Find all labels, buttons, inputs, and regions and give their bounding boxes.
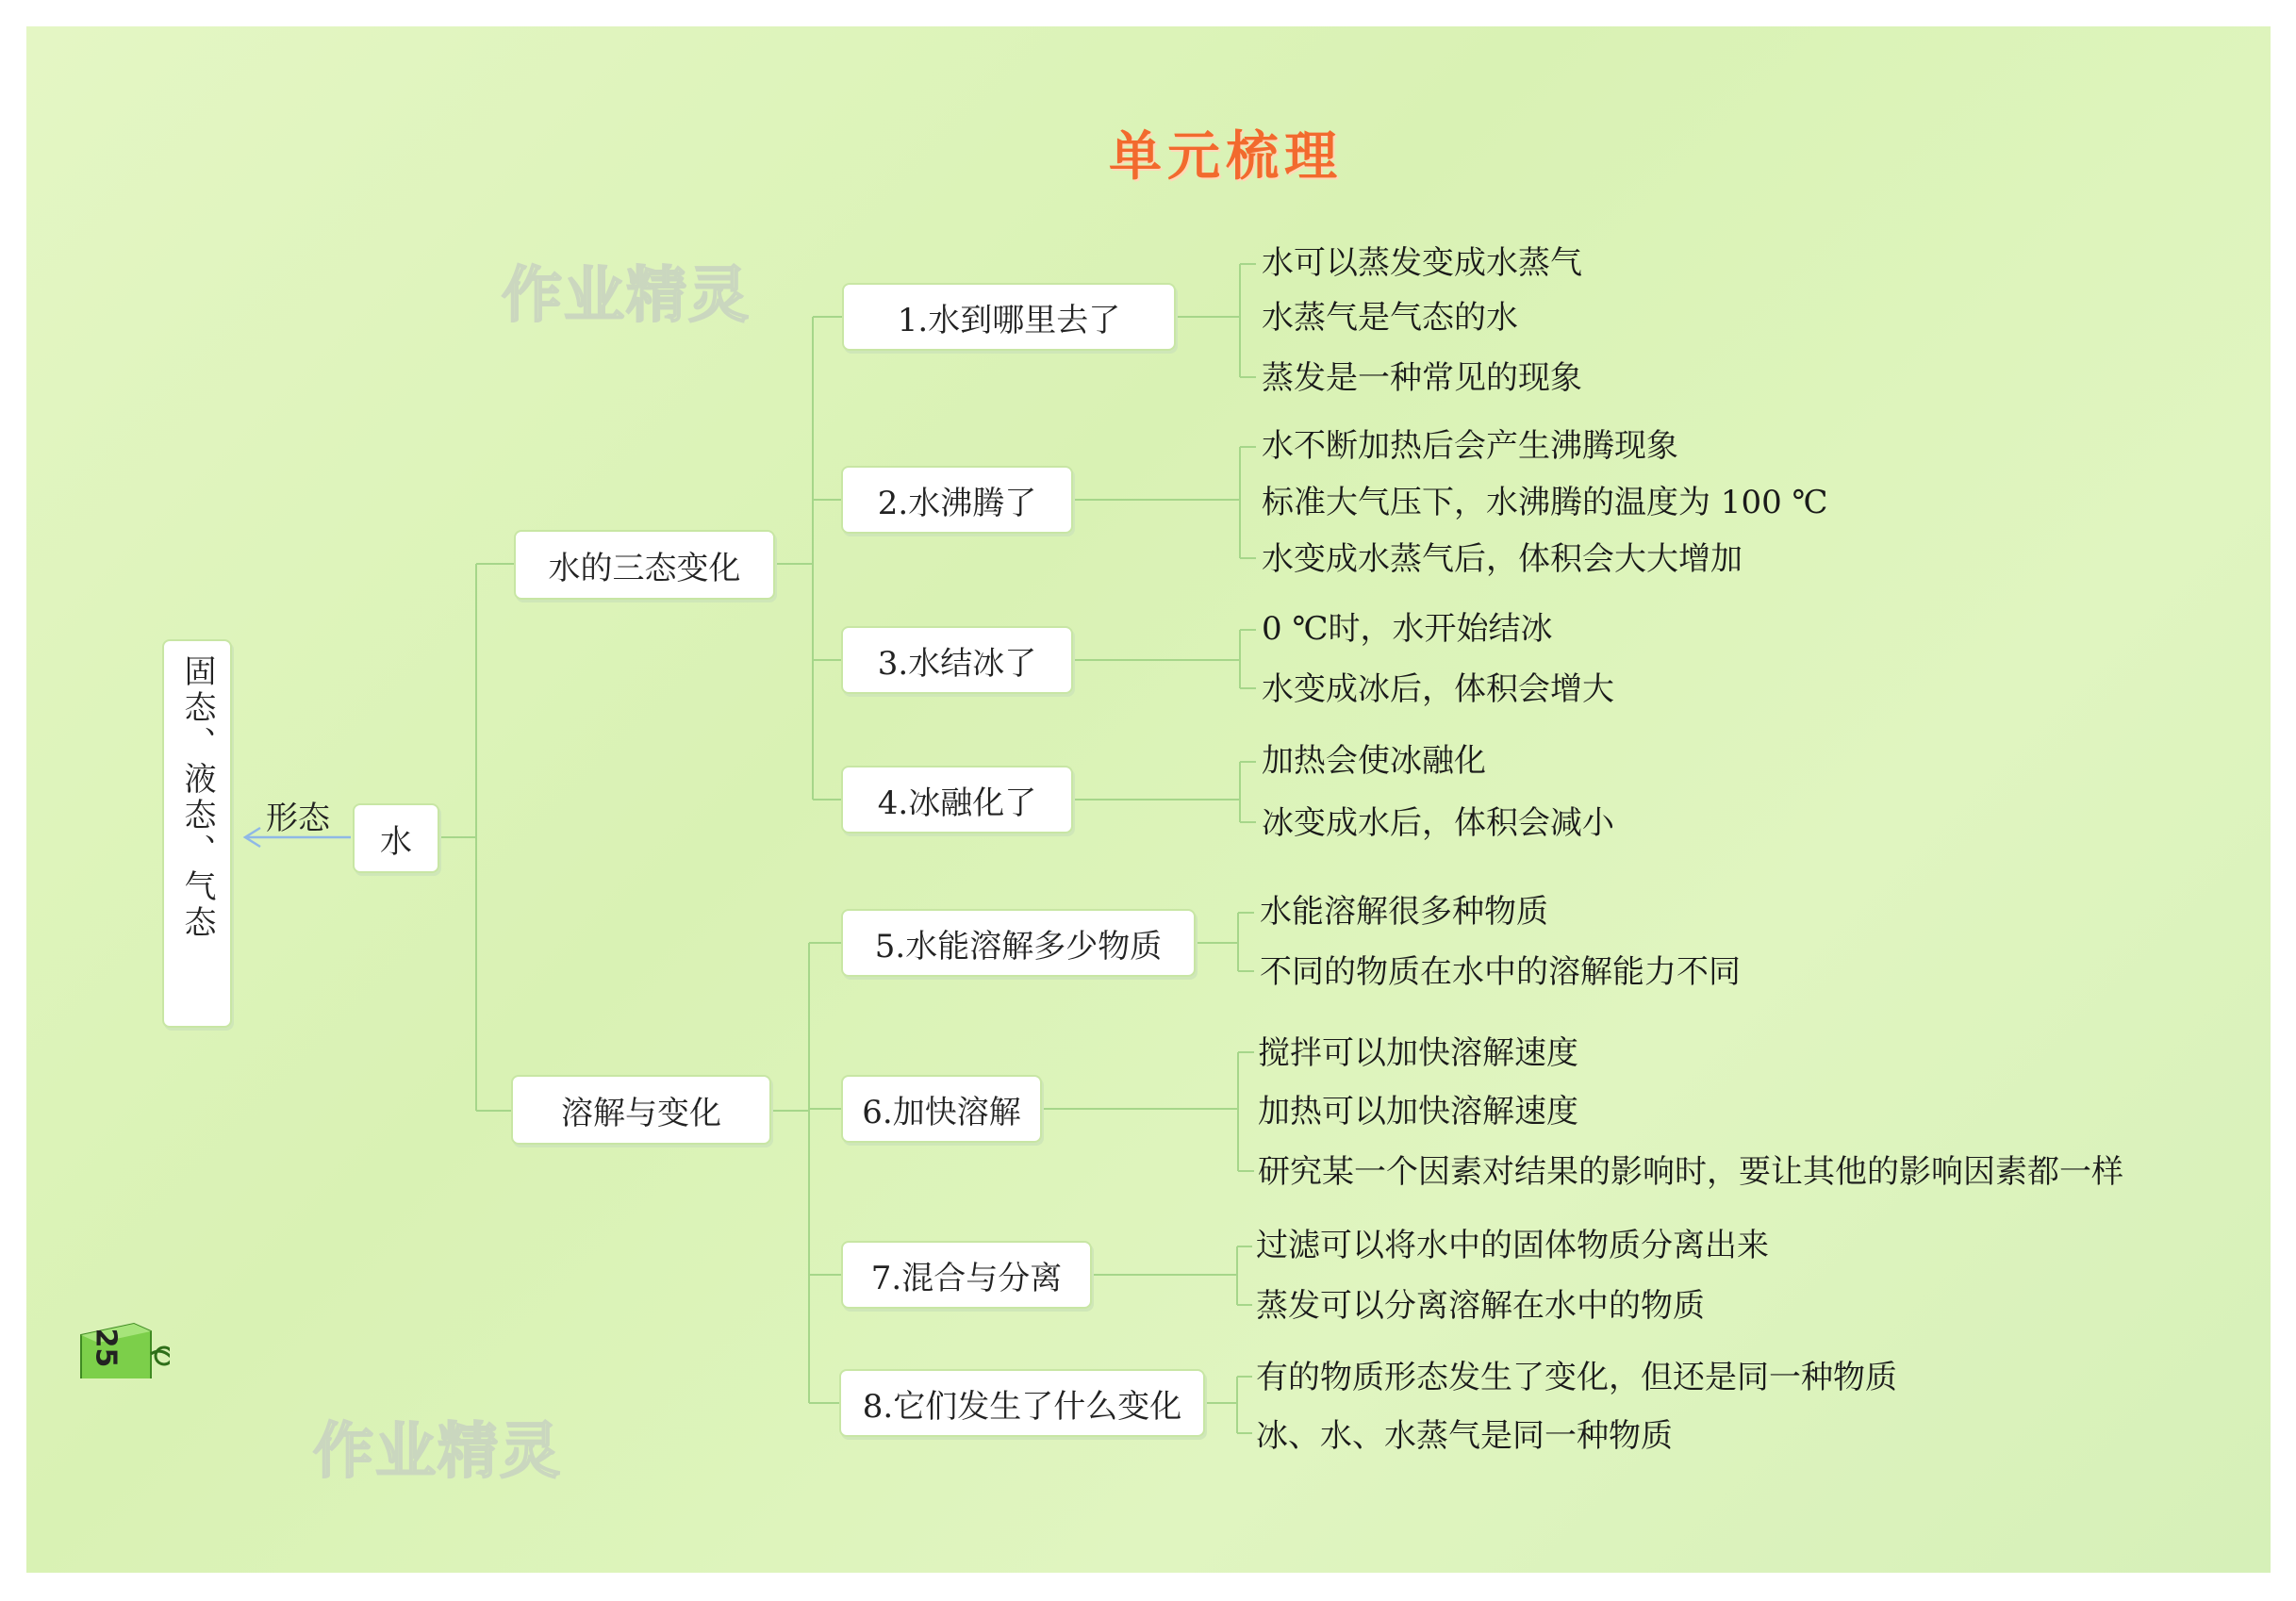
- fact-5-1: 水能溶解很多种物质: [1260, 893, 1548, 931]
- fact-7-2: 蒸发可以分离溶解在水中的物质: [1256, 1287, 1705, 1325]
- relation-label: 形态: [266, 800, 330, 837]
- topic-node-5: 5.水能溶解多少物质: [841, 909, 1196, 977]
- fact-7-1: 过滤可以将水中的固体物质分离出来: [1256, 1227, 1769, 1264]
- fact-5-2: 不同的物质在水中的溶解能力不同: [1260, 953, 1741, 991]
- fact-2-2: 标准大气压下，水沸腾的温度为 100 ℃: [1262, 484, 1828, 521]
- states-box: [162, 639, 232, 1028]
- page-title: 单元梳理: [1109, 126, 1343, 188]
- fact-4-2: 冰变成水后，体积会减小: [1262, 804, 1614, 842]
- fact-2-1: 水不断加热后会产生沸腾现象: [1262, 427, 1678, 465]
- watermark-top: 作业精灵: [502, 261, 751, 331]
- fact-8-1: 有的物质形态发生了变化，但还是同一种物质: [1256, 1359, 1897, 1396]
- topic-node-3: 3.水结冰了: [841, 626, 1073, 694]
- fact-1-1: 水可以蒸发变成水蒸气: [1262, 244, 1582, 282]
- connector-branch-2: [771, 943, 841, 1403]
- fact-2-3: 水变成水蒸气后，体积会大大增加: [1262, 540, 1743, 578]
- topic-node-2: 2.水沸腾了: [841, 466, 1073, 534]
- watermark-bottom: 作业精灵: [313, 1417, 562, 1487]
- connector-root: [439, 564, 514, 1111]
- topic-node-4: 4.冰融化了: [841, 766, 1073, 834]
- fact-6-2: 加热可以加快溶解速度: [1258, 1093, 1578, 1131]
- topic-node-6: 6.加快溶解: [841, 1075, 1042, 1143]
- topic-node-7: 7.混合与分离: [841, 1241, 1092, 1309]
- page-number: 25: [89, 1328, 123, 1368]
- connector-topic-8: [1205, 1377, 1252, 1433]
- states-label: 固态、液态、气态: [178, 654, 216, 941]
- connector-topic-5: [1196, 913, 1254, 971]
- fact-3-1: 0 ℃时，水开始结冰: [1262, 610, 1553, 648]
- fact-6-3: 研究某一个因素对结果的影响时，要让其他的影响因素都一样: [1258, 1153, 2123, 1191]
- fact-6-1: 搅拌可以加快溶解速度: [1258, 1034, 1578, 1072]
- fact-8-2: 冰、水、水蒸气是同一种物质: [1256, 1417, 1673, 1455]
- connector-topic-4: [1073, 762, 1256, 822]
- connector-topic-2: [1073, 447, 1256, 558]
- connector-topic-3: [1073, 630, 1256, 688]
- fact-1-3: 蒸发是一种常见的现象: [1262, 359, 1582, 397]
- fact-3-2: 水变成冰后，体积会增大: [1262, 670, 1614, 708]
- connector-branch-1: [775, 317, 842, 800]
- connector-topic-1: [1176, 264, 1256, 377]
- connector-topic-7: [1092, 1246, 1252, 1305]
- branch-node-1: 水的三态变化: [514, 530, 775, 600]
- fact-4-1: 加热会使冰融化: [1262, 742, 1486, 780]
- fact-1-2: 水蒸气是气态的水: [1262, 299, 1518, 337]
- topic-node-1: 1.水到哪里去了: [842, 283, 1176, 351]
- root-node: 水: [353, 803, 439, 873]
- topic-node-8: 8.它们发生了什么变化: [839, 1369, 1205, 1437]
- branch-node-2: 溶解与变化: [511, 1075, 771, 1145]
- connector-topic-6: [1042, 1052, 1254, 1171]
